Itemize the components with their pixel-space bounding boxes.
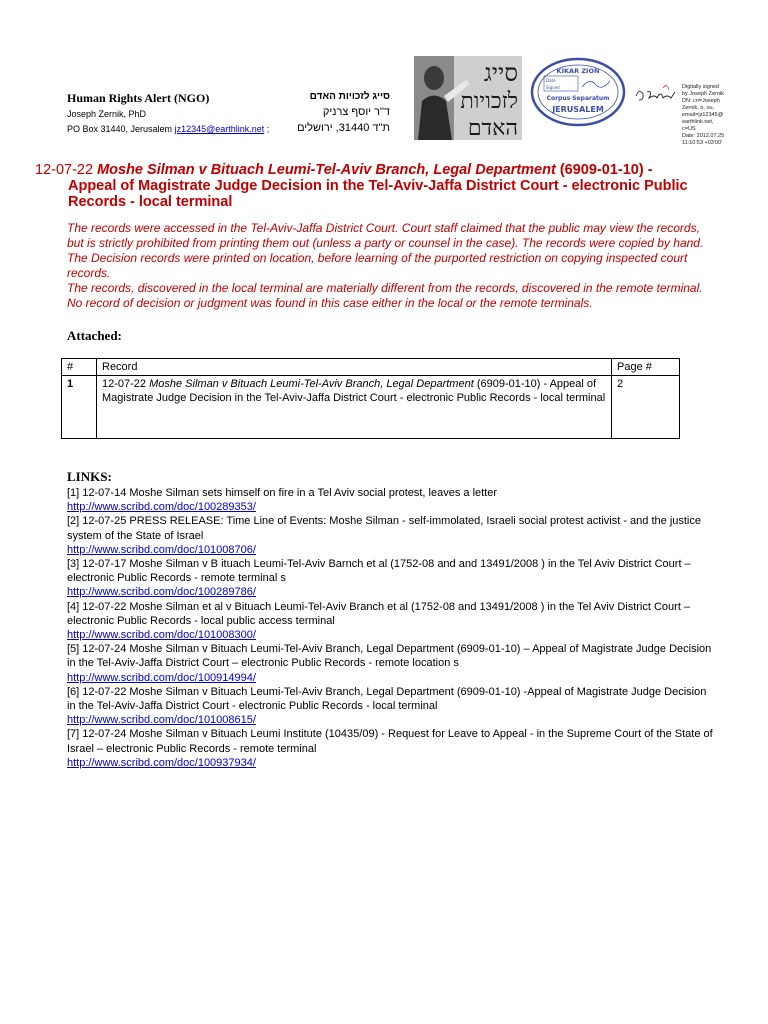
link-item	[67, 514, 717, 557]
org-name: Human Rights Alert (NGO)	[67, 91, 210, 105]
link-description: [7] 12-07-24 Moshe Silman v Bituach Leumi Institute (10435/09) - Request for Leave to Appeal - in the Supreme Court of the State of Israel – electronic Public Records - remote terminal	[67, 728, 713, 755]
logo-word-2: לזכויות	[460, 89, 518, 114]
svg-text:KIKAR ZION: KIKAR ZION	[556, 67, 600, 75]
logo-word-1: סייג	[483, 59, 518, 87]
link-description: [3] 12-07-17 Moshe Silman v B ituach Leumi-Tel-Aviv Barnch et al (1752-08 and and 13491/2008 ) in the Tel Aviv District Court – electronic Public Records - remote terminal s	[67, 558, 691, 585]
intro-line: The records were accessed in the Tel-Aviv-Jaffa District Court. Court staff claimed that the public may view the records, but is strictly prohibited from printing them out (unless a party or counsel in the case). The records were copied by hand. The Decision records were printed on location, before learning of the purported restriction on copying inspected court records.	[67, 221, 704, 280]
row-rest: (6909-01-10) - Appeal of Magistrate Judge Decision in the Tel-Aviv-Jaffa District Court - electronic Public Records - local terminal	[102, 378, 606, 404]
digital-signature-info: Digitally signed by Joseph Zernik DN: cn=Joseph Zernik, o, ou, email=jz12345@ earthlink.net, c=US Date: 2012.07.25 11:10:53 +03'00'	[682, 84, 725, 146]
link-url[interactable]: http://www.scribd.com/doc/101008300/	[67, 629, 256, 642]
title-date: 12-07-22	[35, 162, 94, 178]
row-date: 12-07-22	[102, 378, 147, 390]
links-list	[67, 486, 717, 770]
row-num: 1	[62, 376, 97, 439]
hebrew-author-name: ד"ר יוסף צרניק	[322, 106, 390, 118]
link-description: [6] 12-07-22 Moshe Silman v Bituach Leumi-Tel-Aviv Branch, Legal Department (6909-01-10) -Appeal of Magistrate Judge Decision in the Tel-Aviv-Jaffa District Court - electronic Public Records - local terminal	[67, 685, 707, 713]
link-item	[67, 727, 717, 770]
link-item	[67, 600, 717, 643]
header-record: Record	[97, 359, 612, 376]
svg-text:Corpus Separatum: Corpus Separatum	[546, 95, 610, 102]
link-url[interactable]: http://www.scribd.com/doc/100289353/	[67, 501, 256, 514]
row-page: 2	[612, 376, 680, 439]
link-item	[67, 557, 717, 600]
link-url[interactable]: http://www.scribd.com/doc/100289786/	[67, 586, 256, 599]
row-record	[97, 376, 612, 439]
title-subject: Appeal of Magistrate Judge Decision in the Tel-Aviv-Jaffa District Court - electronic Public Records - local terminal	[68, 178, 688, 210]
address-text: PO Box 31440, Jerusalem	[67, 124, 173, 134]
hebrew-address: ת"ד 31440, ירושלים	[297, 122, 390, 134]
handwritten-signature	[633, 80, 677, 110]
link-description: [5] 12-07-24 Moshe Silman v Bituach Leumi-Tel-Aviv Branch, Legal Department (6909-01-10) – Appeal of Magistrate Judge Decision in the Tel-Aviv-Jaffa District Court – electronic Public Records - remote location s	[67, 643, 712, 670]
title-case-number: (6909-01-10) -	[559, 162, 653, 178]
row-title: Moshe Silman v Bituach Leumi-Tel-Aviv Branch, Legal Department	[149, 378, 474, 390]
table-header-row	[62, 359, 680, 376]
hebrew-org-name: סייג לזכויות האדם	[309, 91, 390, 102]
table-row	[62, 376, 680, 439]
jerusalem-stamp	[530, 57, 626, 127]
link-url[interactable]: http://www.scribd.com/doc/100937934/	[67, 756, 256, 769]
link-url[interactable]: http://www.scribd.com/doc/101008615/	[67, 714, 256, 727]
organization-logo	[414, 56, 522, 140]
link-item	[67, 685, 717, 728]
link-url[interactable]: http://www.scribd.com/doc/101008706/	[67, 543, 256, 556]
svg-text:JERUSALEM: JERUSALEM	[552, 105, 604, 114]
header-num: #	[62, 359, 97, 376]
link-description: [4] 12-07-22 Moshe Silman et al v Bituach Leumi-Tel-Aviv Branch et al (1752-08 and 13491/2008 ) in the Tel Aviv District Court – electronic Public Records - local public access terminal	[67, 600, 691, 627]
links-heading: LINKS:	[67, 469, 112, 484]
svg-text:Date: Date	[546, 78, 556, 83]
document-title	[35, 162, 735, 210]
link-description: [1] 12-07-14 Moshe Silman sets himself on fire in a Tel Aviv social protest, leaves a letter	[67, 487, 498, 499]
intro-line: The records, discovered in the local terminal are materially different from the records, discovered in the remote terminal.	[67, 281, 703, 295]
address-line	[67, 124, 269, 134]
email-link[interactable]: jz12345@earthlink.net	[174, 124, 265, 134]
attached-heading: Attached:	[67, 328, 122, 343]
link-item	[67, 642, 717, 685]
title-case: Moshe Silman v Bituach Leumi-Tel-Aviv Branch, Legal Department	[97, 162, 556, 178]
address-suffix: ;	[266, 124, 270, 134]
link-url[interactable]: http://www.scribd.com/doc/100914994/	[67, 671, 256, 684]
intro-line: No record of decision or judgment was found in this case either in the local or the remote terminals.	[67, 296, 593, 310]
link-description: [2] 12-07-25 PRESS RELEASE: Time Line of Events: Moshe Silman - self-immolated, Israeli social protest activist - and the justice system of the State of Israel	[67, 515, 701, 542]
intro-paragraph	[67, 221, 707, 311]
author-name: Joseph Zernik, PhD	[67, 109, 147, 119]
logo-word-3: האדם	[467, 116, 518, 140]
header-page: Page #	[612, 359, 680, 376]
svg-text:Signed: Signed	[546, 85, 560, 90]
records-table	[61, 358, 680, 439]
link-item	[67, 486, 717, 514]
